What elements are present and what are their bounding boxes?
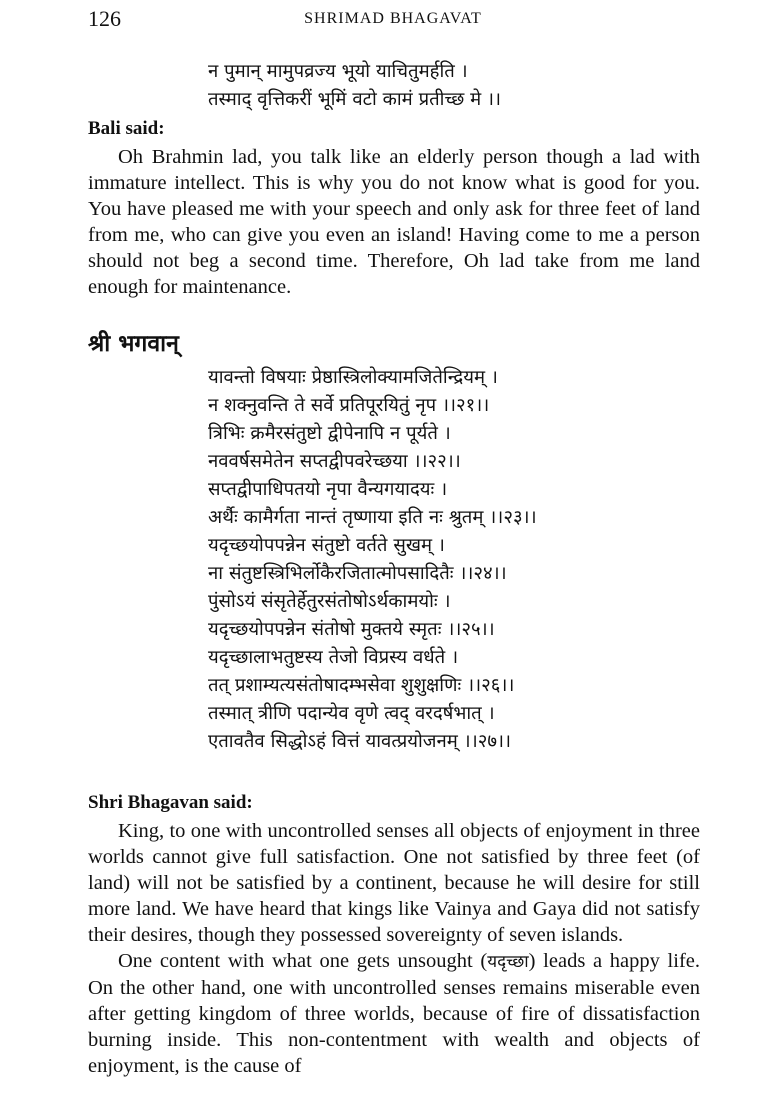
verse-line: तस्मात् त्रीणि पदान्येव वृणे त्वद् वरदर्षभात् । (208, 703, 495, 724)
verse-line: ना संतुष्टस्त्रिभिर्लोकैरजितात्मोपसादितैः ।।२४।। (208, 563, 507, 584)
speaker-label-bhagavan: Shri Bhagavan said: (88, 792, 253, 813)
sanskrit-verse-top (208, 58, 501, 114)
verse-line: पुंसोऽयं संसृतेर्हेतुरसंतोषोऽर्थकामयोः । (208, 591, 451, 612)
verse-line: यदृच्छयोपपन्नेन संतुष्टो वर्तते सुखम् । (208, 535, 445, 556)
verse-line: सप्तद्वीपाधिपतयो नृपा वैन्यगयादयः । (208, 479, 448, 500)
verse-line: नववर्षसमेतेन सप्तद्वीपवरेच्छया ।।२२।। (208, 451, 461, 472)
page-header (88, 6, 698, 34)
verse-line: न पुमान् मामुपव्रज्य भूयो याचितुमर्हति । (208, 61, 468, 82)
sanskrit-verses-main (208, 364, 537, 756)
page-number: 126 (88, 6, 121, 31)
speaker-label-bali: Bali said: (88, 118, 165, 139)
paragraph-text (88, 948, 700, 1079)
running-title: SHRIMAD BHAGAVAT (304, 10, 482, 27)
verse-line: यदृच्छालाभतुष्टस्य तेजो विप्रस्य वर्धते । (208, 647, 459, 668)
bhagavan-paragraphs (88, 818, 700, 1079)
verse-line: एतावतैव सिद्धोऽहं वित्तं यावत्प्रयोजनम् ।।२७।। (208, 731, 511, 752)
paragraph-text-rest: ) leads a happy life. On the other hand, one with uncontrolled senses remains miserable even after getting kingdom of three worlds, because of fire of dissatisfaction burning inside. This non-contentment with wealth and objects of enjoyment, is the cause of (88, 950, 700, 1077)
shri-bhagavan-heading: श्री भगवान् (88, 331, 179, 357)
paragraph-text: Oh Brahmin lad, you talk like an elderly person though a lad with immature intellect. This is why you do not know what is good for you. You have pleased me with your speech and only ask for three feet of land from me, who can give you even an island! Having come to me a person should not beg a second time. Therefore, Oh lad take from me land enough for maintenance. (88, 146, 700, 298)
verse-line: तस्माद् वृत्तिकरीं भूमिं वटो कामं प्रतीच्छ मे ।। (208, 89, 502, 110)
verse-line: तत् प्रशाम्यत्यसंतोषादम्भसेवा शुशुक्षणिः ।।२६।। (208, 675, 515, 696)
verse-line: अर्थैः कामैर्गता नान्तं तृष्णाया इति नः श्रुतम् ।।२३।। (208, 507, 537, 528)
paragraph-text-start: One content with what one gets unsought ( (118, 950, 488, 972)
paragraph-text: King, to one with uncontrolled senses all objects of enjoyment in three worlds cannot give full satisfaction. One not satisfied by three feet (of land) will not be satisfied by a continent, because he will desire for still more land. We have heard that kings like Vainya and Gaya did not satisfy their desires, though they possessed sovereignty of seven islands. (88, 820, 700, 946)
verse-line: न शक्नुवन्ति ते सर्वे प्रतिपूरयितुं नृप ।।२१।। (208, 395, 490, 416)
verse-line: यदृच्छयोपपन्नेन संतोषो मुक्तये स्मृतः ।।२५।। (208, 619, 495, 640)
verse-line: यावन्तो विषयाः प्रेष्ठास्त्रिलोक्यामजितेन्द्रियम् । (208, 367, 498, 388)
verse-line: त्रिभिः क्रमैरसंतुष्टो द्वीपेनापि न पूर्यते । (208, 423, 451, 444)
sanskrit-term: यदृच्छा (487, 952, 529, 972)
bali-paragraph (88, 144, 700, 300)
